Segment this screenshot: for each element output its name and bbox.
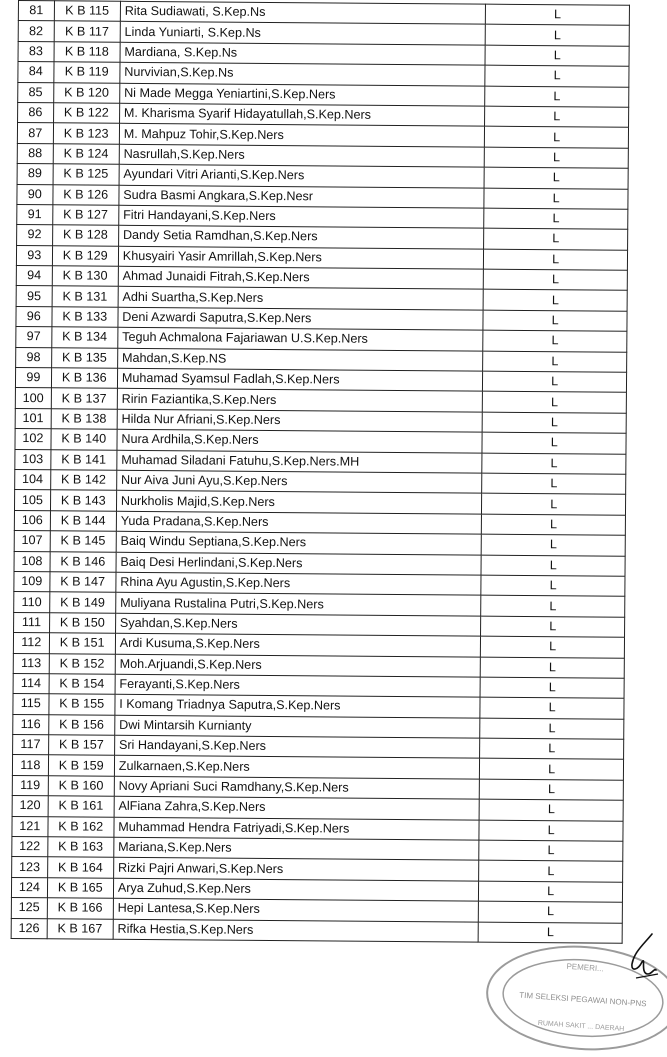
table-row — [11, 918, 622, 943]
gender-code: L — [480, 759, 624, 781]
registration-code: K B 151 — [49, 633, 115, 654]
gender-code: L — [485, 45, 629, 67]
registration-code: K B 154 — [49, 674, 115, 695]
svg-text:TIM SELEKSI PEGAWAI NON-PNS: TIM SELEKSI PEGAWAI NON-PNS — [519, 990, 647, 1009]
candidate-name: Syahdan,S.Kep.Ners — [115, 613, 481, 636]
svg-text:RUMAH SAKIT ... DAERAH: RUMAH SAKIT ... DAERAH — [537, 1019, 625, 1033]
svg-text:PEMERI...: PEMERI... — [566, 961, 605, 974]
registration-code: K B 160 — [48, 776, 114, 797]
gender-code: L — [485, 86, 629, 108]
row-number: 115 — [13, 694, 49, 715]
registration-code: K B 140 — [51, 429, 117, 450]
row-number: 92 — [17, 225, 53, 246]
gender-code: L — [481, 595, 625, 617]
registration-code: K B 164 — [47, 857, 113, 878]
candidate-name: Nura Ardhila,S.Kep.Ners — [117, 429, 483, 452]
gender-code: L — [483, 371, 627, 393]
registration-code: K B 149 — [49, 592, 115, 613]
row-number: 101 — [15, 408, 51, 429]
registration-code: K B 129 — [52, 245, 118, 266]
gender-code: L — [479, 881, 623, 903]
gender-code: L — [483, 351, 627, 373]
gender-code: L — [482, 534, 626, 556]
registration-code: K B 122 — [53, 103, 119, 124]
row-number: 99 — [15, 368, 51, 389]
candidate-name: Muhammad Hendra Fatriyadi,S.Kep.Ners — [114, 817, 480, 840]
gender-code: L — [479, 922, 623, 944]
candidate-name: Rhina Ayu Agustin,S.Kep.Ners — [116, 572, 482, 595]
registration-code: K B 159 — [48, 755, 114, 776]
candidate-name: AlFiana Zahra,S.Kep.Ners — [114, 797, 480, 820]
candidate-name: Ririn Faziantika,S.Kep.Ners — [117, 389, 483, 412]
row-number: 94 — [16, 266, 52, 287]
gender-code: L — [479, 820, 623, 842]
candidate-name: Nur Aiva Juni Ayu,S.Kep.Ners — [116, 470, 482, 493]
registration-code: K B 134 — [51, 327, 117, 348]
gender-code: L — [485, 65, 629, 87]
candidate-name: Nurkholis Majid,S.Kep.Ners — [116, 491, 482, 514]
gender-code: L — [482, 432, 626, 454]
candidate-name: Muhamad Siladani Fatuhu,S.Kep.Ners.MH — [117, 450, 483, 473]
registration-code: K B 137 — [51, 388, 117, 409]
registration-code: K B 145 — [50, 531, 116, 552]
row-number: 100 — [15, 388, 51, 409]
row-number: 89 — [17, 164, 53, 185]
row-number: 90 — [17, 184, 53, 205]
registration-code: K B 152 — [49, 653, 115, 674]
row-number: 86 — [18, 102, 54, 123]
row-number: 81 — [18, 1, 54, 22]
row-number: 126 — [11, 918, 47, 939]
registration-code: K B 146 — [50, 551, 116, 572]
candidate-name: Nurvivian,S.Kep.Ns — [120, 62, 486, 85]
row-number: 103 — [15, 449, 51, 470]
candidate-name: Hilda Nur Afriani,S.Kep.Ners — [117, 409, 483, 432]
registration-code: K B 156 — [48, 714, 114, 735]
candidate-name: Adhi Suartha,S.Kep.Ners — [118, 287, 484, 310]
registration-code: K B 119 — [53, 62, 119, 83]
row-number: 102 — [15, 429, 51, 450]
gender-code: L — [485, 127, 629, 149]
candidate-name: Ferayanti,S.Kep.Ners — [115, 674, 481, 697]
candidate-name: Rizki Pajri Anwari,S.Kep.Ners — [113, 858, 479, 881]
candidate-name: Baiq Windu Septiana,S.Kep.Ners — [116, 531, 482, 554]
registration-code: K B 157 — [48, 735, 114, 756]
candidate-name: Ni Made Megga Yeniartini,S.Kep.Ners — [120, 83, 486, 106]
candidate-name: Yuda Pradana,S.Kep.Ners — [116, 511, 482, 534]
registration-code: K B 117 — [54, 21, 120, 42]
gender-code: L — [481, 555, 625, 577]
gender-code: L — [480, 697, 624, 719]
row-number: 110 — [14, 592, 50, 613]
candidate-name: Fitri Handayani,S.Kep.Ners — [119, 205, 485, 228]
gender-code: L — [481, 616, 625, 638]
row-number: 125 — [11, 898, 47, 919]
candidate-name: M. Mahpuz Tohir,S.Kep.Ners — [119, 124, 485, 147]
row-number: 96 — [16, 306, 52, 327]
row-number: 113 — [13, 653, 49, 674]
registration-code: K B 120 — [53, 82, 119, 103]
roster-table — [11, 0, 630, 944]
signature-icon — [622, 930, 662, 990]
gender-code: L — [479, 799, 623, 821]
candidate-name: M. Kharisma Syarif Hidayatullah,S.Kep.Ners — [119, 103, 485, 126]
gender-code: L — [486, 25, 630, 47]
row-number: 117 — [13, 735, 49, 756]
candidate-name: Mahdan,S.Kep.NS — [117, 348, 483, 371]
gender-code: L — [484, 269, 628, 291]
gender-code: L — [484, 228, 628, 250]
gender-code: L — [485, 106, 629, 128]
registration-code: K B 123 — [53, 123, 119, 144]
candidate-name: Muhamad Syamsul Fadlah,S.Kep.Ners — [117, 368, 483, 391]
candidate-name: I Komang Triadnya Saputra,S.Kep.Ners — [115, 695, 481, 718]
registration-code: K B 144 — [50, 511, 116, 532]
row-number: 85 — [18, 82, 54, 103]
registration-code: K B 167 — [47, 918, 113, 939]
row-number: 107 — [14, 531, 50, 552]
registration-code: K B 135 — [51, 347, 117, 368]
gender-code: L — [482, 473, 626, 495]
row-number: 124 — [11, 877, 47, 898]
registration-code: K B 133 — [52, 307, 118, 328]
registration-code: K B 128 — [52, 225, 118, 246]
registration-code: K B 150 — [49, 612, 115, 633]
candidate-name: Sri Handayani,S.Kep.Ners — [114, 735, 480, 758]
registration-code: K B 155 — [49, 694, 115, 715]
registration-code: K B 118 — [54, 42, 120, 63]
row-number: 114 — [13, 673, 49, 694]
gender-code: L — [480, 738, 624, 760]
candidate-name: Novy Apriani Suci Ramdhany,S.Kep.Ners — [114, 776, 480, 799]
gender-code: L — [482, 453, 626, 475]
row-number: 122 — [12, 836, 48, 857]
gender-code: L — [480, 718, 624, 740]
row-number: 97 — [16, 327, 52, 348]
gender-code: L — [479, 901, 623, 923]
candidate-name: Khusyairi Yasir Amrillah,S.Kep.Ners — [118, 246, 484, 269]
registration-code: K B 165 — [47, 878, 113, 899]
row-number: 106 — [14, 510, 50, 531]
row-number: 118 — [12, 755, 48, 776]
candidate-name: Muliyana Rustalina Putri,S.Kep.Ners — [116, 593, 482, 616]
gender-code: L — [481, 575, 625, 597]
candidate-name: Sudra Basmi Angkara,S.Kep.Nesr — [119, 185, 485, 208]
row-number: 108 — [14, 551, 50, 572]
gender-code: L — [484, 167, 628, 189]
candidate-name: Dandy Setia Ramdhan,S.Kep.Ners — [118, 226, 484, 249]
row-number: 93 — [16, 245, 52, 266]
gender-code: L — [483, 330, 627, 352]
row-number: 84 — [18, 62, 54, 83]
candidate-name: Mardiana, S.Kep.Ns — [120, 42, 486, 65]
candidate-name: Rifka Hestia,S.Kep.Ners — [113, 919, 479, 942]
registration-code: K B 166 — [47, 898, 113, 919]
gender-code: L — [483, 412, 627, 434]
candidate-name: Hepi Lantesa,S.Kep.Ners — [113, 898, 479, 921]
gender-code: L — [481, 636, 625, 658]
gender-code: L — [480, 779, 624, 801]
registration-code: K B 142 — [50, 470, 116, 491]
registration-code: K B 161 — [48, 796, 114, 817]
gender-code: L — [483, 290, 627, 312]
gender-code: L — [486, 4, 630, 26]
candidate-name: Arya Zuhud,S.Kep.Ners — [113, 878, 479, 901]
candidate-name: Nasrullah,S.Kep.Ners — [119, 144, 485, 167]
candidate-name: Zulkarnaen,S.Kep.Ners — [114, 756, 480, 779]
registration-code: K B 138 — [51, 409, 117, 430]
registration-code: K B 163 — [47, 837, 113, 858]
registration-code: K B 136 — [51, 368, 117, 389]
row-number: 98 — [16, 347, 52, 368]
row-number: 95 — [16, 286, 52, 307]
candidate-name: Ayundari Vitri Arianti,S.Kep.Ners — [119, 164, 485, 187]
registration-code: K B 141 — [50, 449, 116, 470]
row-number: 91 — [17, 204, 53, 225]
gender-code: L — [482, 494, 626, 516]
roster-body — [11, 1, 629, 944]
registration-code: K B 124 — [53, 144, 119, 165]
candidate-name: Ahmad Junaidi Fitrah,S.Kep.Ners — [118, 266, 484, 289]
row-number: 83 — [18, 41, 54, 62]
gender-code: L — [485, 147, 629, 169]
row-number: 123 — [12, 857, 48, 878]
gender-code: L — [481, 657, 625, 679]
candidate-name: Dwi Mintarsih Kurnianty — [115, 715, 481, 738]
registration-code: K B 126 — [53, 184, 119, 205]
candidate-name: Baiq Desi Herlindani,S.Kep.Ners — [116, 552, 482, 575]
registration-code: K B 115 — [54, 1, 120, 22]
registration-code: K B 147 — [49, 572, 115, 593]
row-number: 111 — [14, 612, 50, 633]
gender-code: L — [484, 188, 628, 210]
row-number: 121 — [12, 816, 48, 837]
row-number: 116 — [13, 714, 49, 735]
row-number: 109 — [14, 571, 50, 592]
row-number: 82 — [18, 21, 54, 42]
gender-code: L — [484, 249, 628, 271]
row-number: 105 — [14, 490, 50, 511]
candidate-name: Teguh Achmalona Fajariawan U.S.Kep.Ners — [118, 328, 484, 351]
gender-code: L — [479, 861, 623, 883]
registration-code: K B 162 — [48, 816, 114, 837]
candidate-name: Rita Sudiawati, S.Kep.Ns — [120, 1, 486, 24]
row-number: 88 — [17, 143, 53, 164]
row-number: 120 — [12, 796, 48, 817]
row-number: 87 — [17, 123, 53, 144]
registration-code: K B 127 — [52, 205, 118, 226]
registration-code: K B 143 — [50, 490, 116, 511]
candidate-name: Mariana,S.Kep.Ners — [114, 837, 480, 860]
row-number: 104 — [15, 469, 51, 490]
candidate-name: Deni Azwardi Saputra,S.Kep.Ners — [118, 307, 484, 330]
gender-code: L — [484, 208, 628, 230]
gender-code: L — [483, 310, 627, 332]
candidate-name: Ardi Kusuma,S.Kep.Ners — [115, 633, 481, 656]
gender-code: L — [479, 840, 623, 862]
gender-code: L — [483, 392, 627, 414]
gender-code: L — [480, 677, 624, 699]
registration-code: K B 131 — [52, 286, 118, 307]
registration-code: K B 130 — [52, 266, 118, 287]
candidate-name: Linda Yuniarti, S.Kep.Ns — [120, 22, 486, 45]
row-number: 119 — [12, 775, 48, 796]
candidate-name: Moh.Arjuandi,S.Kep.Ners — [115, 654, 481, 677]
registration-code: K B 125 — [53, 164, 119, 185]
gender-code: L — [482, 514, 626, 536]
row-number: 112 — [13, 633, 49, 654]
